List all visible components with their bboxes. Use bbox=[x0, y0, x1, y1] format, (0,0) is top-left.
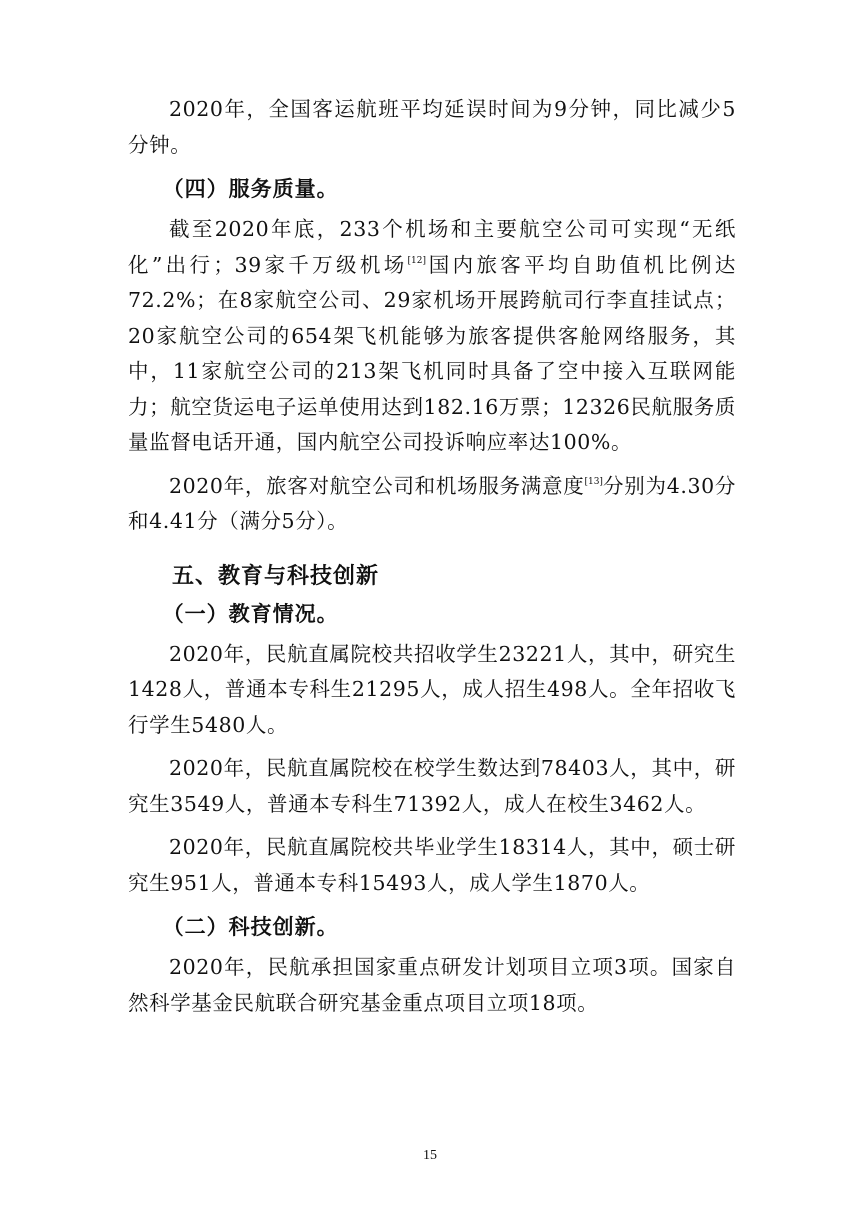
heading-service-quality-text: （四）服务质量。 bbox=[162, 176, 339, 201]
paragraph-tech: 2020年，民航承担国家重点研发计划项目立项3项。国家自然科学基金民航联合研究基金重点项目立项18项。 bbox=[128, 955, 736, 1015]
paragraph-satisfaction bbox=[128, 469, 736, 540]
footnote-ref-12[interactable]: [12] bbox=[407, 255, 427, 266]
paragraph-graduates: 2020年，民航直属院校共毕业学生18314人，其中，硕士研究生951人，普通本专科15493人，成人学生1870人。 bbox=[128, 835, 736, 895]
service-text-part-1: 截至2020年底，233个机场和主要航空公司可实现“无纸化”出行；39家千万级机场 bbox=[128, 217, 736, 277]
paragraph-delay: 2020年，全国客运航班平均延误时间为9分钟，同比减少5分钟。 bbox=[128, 97, 736, 157]
page-number: 15 bbox=[423, 1148, 437, 1163]
heading-education-tech: 五、教育与科技创新 bbox=[172, 562, 380, 589]
heading-tech-innovation bbox=[128, 909, 736, 944]
satisfaction-text-part-2: 分别为4.30分和4.41分（满分5分）。 bbox=[128, 473, 736, 533]
document-page bbox=[128, 92, 736, 1029]
service-text-part-2: 国内旅客平均自助值机比例达72.2%；在8家航空公司、29家机场开展跨航司行李直挂试点；20家航空公司的654架飞机能够为旅客提供客舱网络服务，其中，11家航空公司的213架飞机同时具备了空中接入互联网能力；航空货运电子运单使用达到182.16万票；12326民航服务质量监督电话开通，国内航空公司投诉响应率达100%。 bbox=[128, 252, 736, 454]
satisfaction-text-part-1: 2020年，旅客对航空公司和机场服务满意度 bbox=[169, 473, 585, 498]
paragraph-enrollment: 2020年，民航直属院校共招收学生23221人，其中，研究生1428人，普通本专科生21295人，成人招生498人。全年招收飞行学生5480人。 bbox=[128, 641, 736, 737]
heading-education bbox=[128, 596, 736, 631]
heading-tech-innovation-text: （二）科技创新。 bbox=[162, 914, 339, 939]
footnote-ref-13[interactable]: [13] bbox=[584, 476, 603, 487]
heading-education-text: （一）教育情况。 bbox=[162, 600, 339, 626]
paragraph-service-quality bbox=[128, 212, 736, 461]
paragraph-in-school: 2020年，民航直属院校在校学生数达到78403人，其中，研究生3549人，普通本专科生71392人，成人在校生3462人。 bbox=[128, 756, 736, 816]
heading-service-quality bbox=[128, 171, 736, 206]
